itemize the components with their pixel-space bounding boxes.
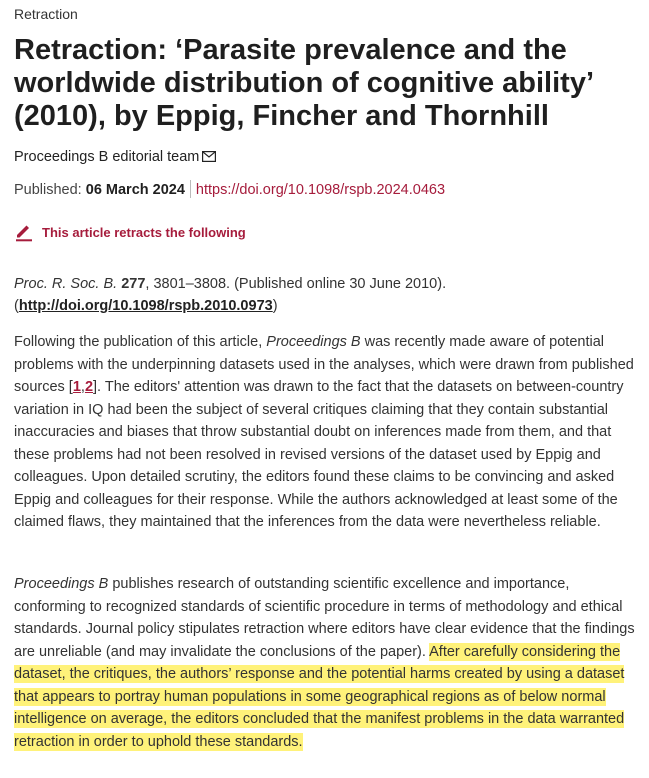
citation-journal: Proc. R. Soc. B.	[14, 276, 118, 292]
body-paragraph-1	[14, 331, 639, 534]
citation-volume: 277	[121, 276, 146, 292]
reference-link-1[interactable]: 1	[72, 379, 81, 395]
paren-close: )	[272, 298, 278, 314]
retracted-article-citation	[14, 273, 634, 317]
p1-text-1: Following the publication of this article,	[14, 334, 267, 350]
published-date: 06 March 2024	[85, 182, 185, 198]
article-category: Retraction	[14, 6, 78, 22]
pencil-icon	[14, 222, 34, 242]
published-label: Published:	[14, 182, 82, 198]
divider	[190, 180, 191, 198]
p1-comma: ,	[80, 379, 85, 395]
paren-open: (	[14, 298, 19, 314]
article-doi-link[interactable]: https://doi.org/10.1098/rspb.2024.0463	[195, 182, 446, 198]
highlighted-text: After carefully considering the dataset, the critiques, the authors’ response and the potential harms created by using a dataset that appears to portray human populations in some geographical regions as of below normal intelligence on average, the editors concluded that the manifest problems in the data warranted retraction in order to uphold these standards.	[14, 643, 625, 750]
retracts-label: This article retracts the following	[42, 224, 246, 240]
reference-link-2[interactable]: 2	[84, 379, 94, 395]
author-name[interactable]: Proceedings B editorial team	[14, 149, 200, 165]
retracted-article-doi-link[interactable]: http://doi.org/10.1098/rspb.2010.0973	[18, 298, 273, 314]
p1-text-3: ]. The editors' attention was drawn to the fact that the datasets on between-country variation in IQ had been the subject of several critiques claiming that they contain substantial inaccuracies and biases that throw substantial doubt on inferences made from them, and that these problems had not been resolved in revised versions of the dataset used by Eppig and colleagues. Upon detailed scrutiny, the editors found these claims to be convincing and asked Eppig and colleagues for their response. While the authors acknowledged at least some of the claimed flaws, they maintained that the inferences from the data were nevertheless reliable.	[14, 379, 624, 530]
p2-journal-name: Proceedings B	[14, 576, 109, 592]
retracts-link[interactable]	[14, 222, 246, 242]
p1-journal-name: Proceedings B	[266, 334, 361, 350]
body-paragraph-2	[14, 573, 639, 753]
p2-text-1: publishes research of outstanding scientific excellence and importance, conforming to recognized standards of scientific procedure in terms of methodology and ethical standards. Journal policy stipulates retraction where editors have clear evidence that the findings are unreliable (and may invalidate the conclusions of the paper).	[14, 576, 635, 660]
publication-info	[14, 180, 445, 198]
mail-icon[interactable]	[202, 150, 216, 160]
author-line	[14, 149, 216, 165]
page-title: Retraction: ‘Parasite prevalence and the worldwide distribution of cognitive ability’ (2010), by Eppig, Fincher and Thornhill	[14, 34, 593, 132]
citation-pages: , 3801–3808. (Published online 30 June 2010).	[145, 276, 447, 292]
p1-text-2: was recently made aware of potential problems with the underpinning datasets used in the analyses, which were drawn from published sources [	[14, 334, 634, 395]
